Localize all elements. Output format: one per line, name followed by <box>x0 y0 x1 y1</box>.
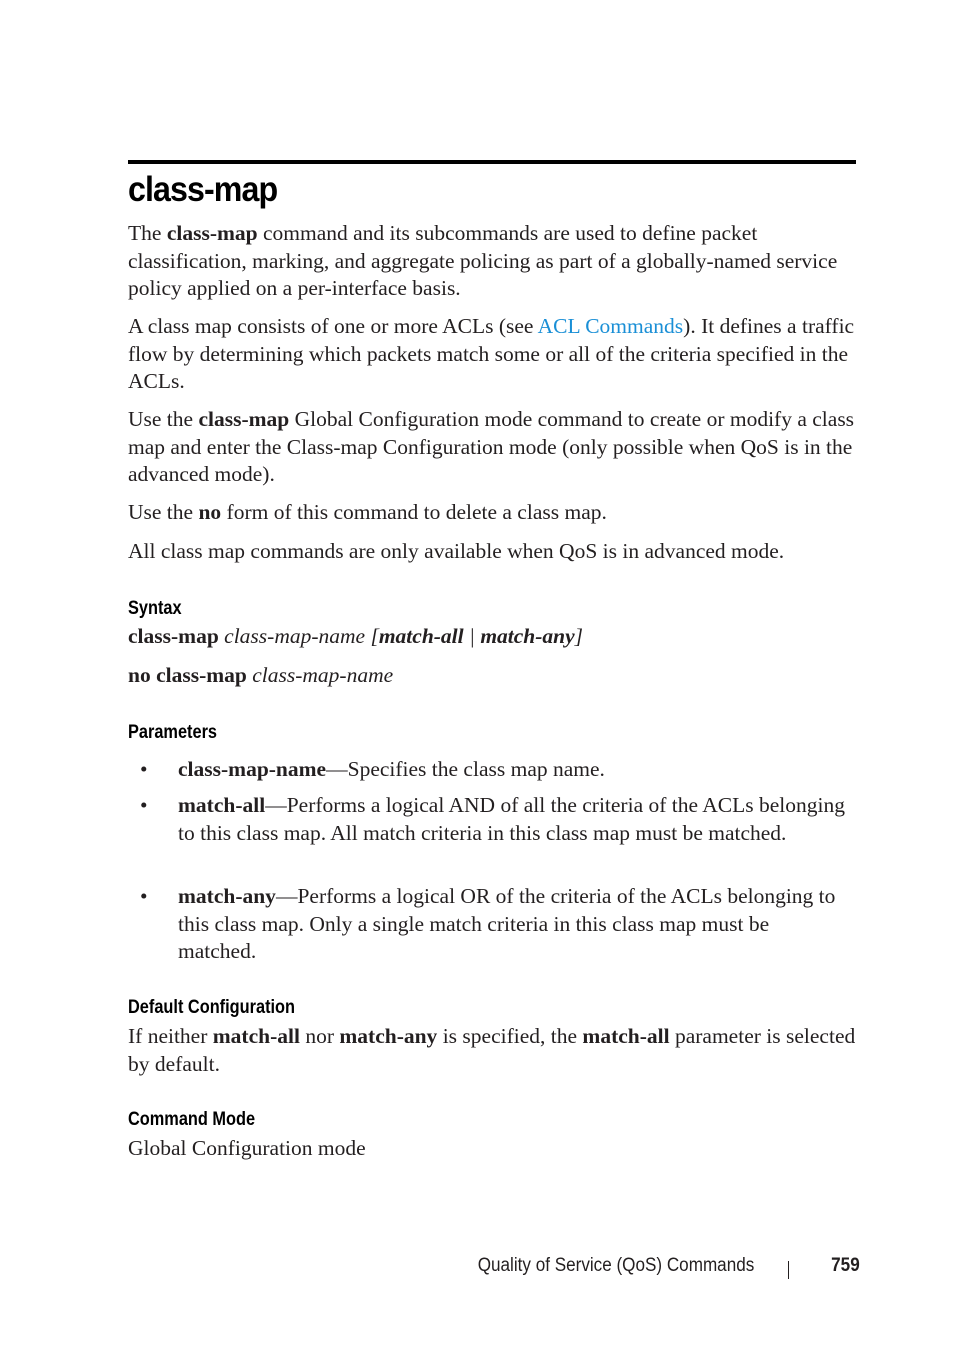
syntax-line-2: no class-map class-map-name <box>128 663 394 687</box>
parameter-item: • class-map-name—Specifies the class map name. <box>140 756 852 784</box>
bullet-icon: • <box>140 793 148 817</box>
acl-commands-link[interactable]: ACL Commands <box>537 314 684 338</box>
syntax-heading: Syntax <box>128 598 182 619</box>
intro-paragraph-4: Use the no form of this command to delete a class map. <box>128 500 607 524</box>
title-rule <box>128 160 856 164</box>
parameters-heading: Parameters <box>128 722 218 743</box>
intro-paragraph-2: A class map consists of one or more ACLs (see ACL Commands). It defines a traffic flow by determining which packets match some or all of the criteria specified in the ACLs. <box>128 314 855 393</box>
page-title: class-map <box>128 170 278 209</box>
footer-section-title: Quality of Service (QoS) Commands <box>477 1255 754 1276</box>
intro-paragraph-3: Use the class-map Global Configuration mode command to create or modify a class map and enter the Class-map Configuration mode (only possible when QoS is in the advanced mode). <box>128 407 855 486</box>
bullet-icon: • <box>140 884 148 908</box>
parameter-item: • match-all—Performs a logical AND of all the criteria of the ACLs belonging to this class map. All match criteria in this class map must be matched. <box>140 793 845 845</box>
command-mode-text: Global Configuration mode <box>128 1136 366 1160</box>
syntax-line-1: class-map class-map-name [match-all | match-any] <box>128 624 584 648</box>
page-footer <box>0 1255 954 1281</box>
intro-paragraph-5: All class map commands are only available when QoS is in advanced mode. <box>128 539 785 563</box>
bullet-icon: • <box>140 757 148 781</box>
parameter-item: • match-any—Performs a logical OR of the criteria of the ACLs belonging to this class map. Only a single match criteria in this class map must be matched. <box>140 884 836 963</box>
intro-paragraph-1: The class-map command and its subcommands are used to define packet classification, marking, and aggregate policing as part of a globally-named service policy applied on a per-interface basis. <box>128 221 838 300</box>
default-configuration-text: If neither match-all nor match-any is specified, the match-all parameter is selected by default. <box>128 1024 856 1076</box>
page-number: 759 <box>831 1255 860 1276</box>
default-configuration-heading: Default Configuration <box>128 997 296 1018</box>
command-mode-heading: Command Mode <box>128 1109 256 1130</box>
footer-divider <box>788 1261 789 1279</box>
